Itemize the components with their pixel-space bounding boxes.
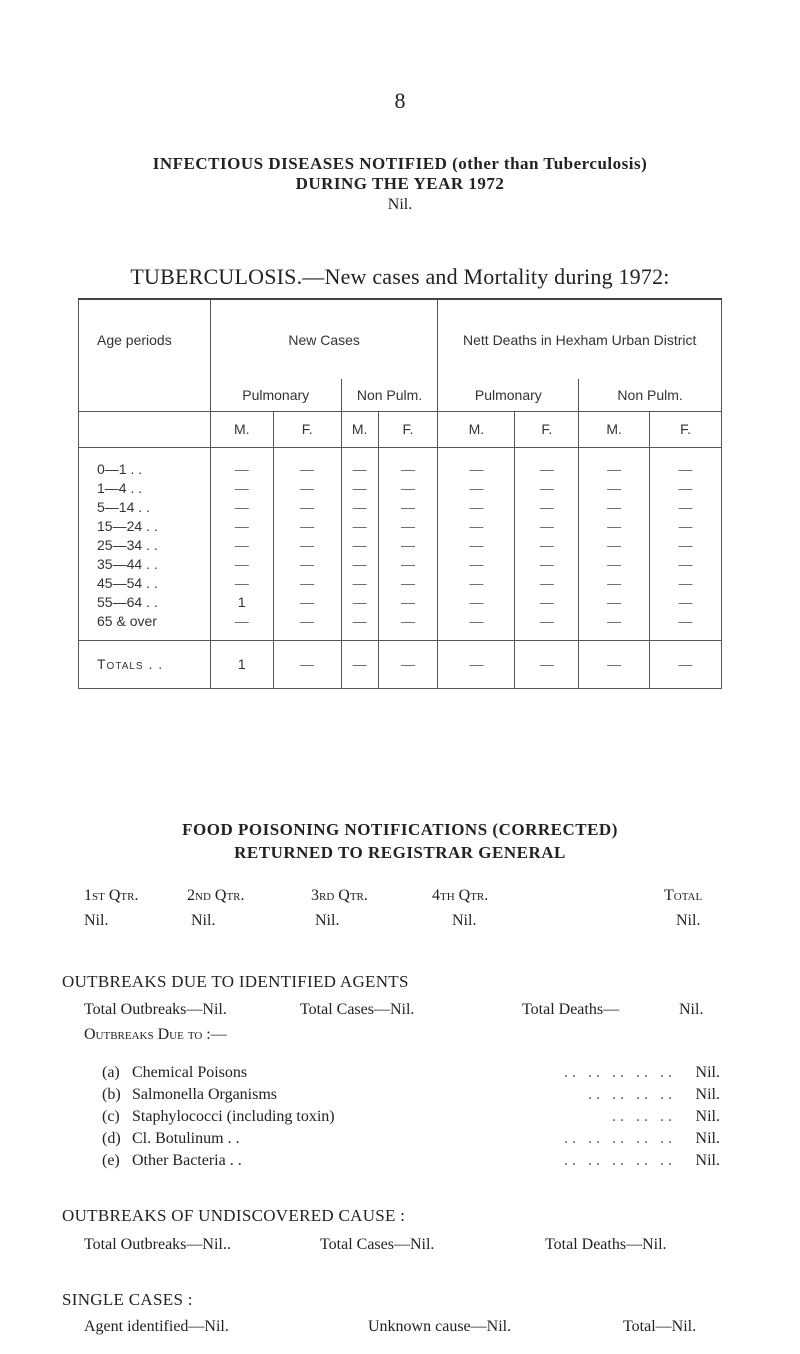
table-row: [79, 592, 722, 611]
table-cell: —: [438, 611, 515, 630]
outbreak-item-leader-dots: . . . . . . . .: [588, 1086, 672, 1103]
table-cell: —: [650, 516, 722, 535]
outbreak-item-value: Nil.: [695, 1086, 720, 1103]
totals-cell: —: [273, 640, 341, 688]
header-f: F.: [515, 411, 579, 447]
table-row: [79, 611, 722, 630]
header-age-periods: Age periods: [79, 299, 211, 379]
table-cell: —: [650, 573, 722, 592]
outbreak-item-leader-dots: . . . . . . . . . .: [564, 1064, 672, 1081]
quarter-3-value: Nil.: [315, 912, 340, 929]
table-cell: —: [341, 611, 378, 630]
age-period-cell: 35—44 . .: [79, 554, 211, 573]
table-cell: —: [438, 497, 515, 516]
table-cell: —: [579, 459, 650, 478]
table-cell: —: [210, 611, 273, 630]
table-cell: —: [378, 478, 438, 497]
table-cell: —: [515, 459, 579, 478]
quarter-4-label: 4th Qtr.: [432, 887, 489, 904]
table-cell: —: [579, 592, 650, 611]
table-cell: —: [378, 573, 438, 592]
table-cell: —: [438, 459, 515, 478]
table-cell: —: [579, 573, 650, 592]
table-cell: —: [438, 573, 515, 592]
table-cell: —: [273, 554, 341, 573]
outbreak-item-label: Salmonella Organisms: [132, 1086, 278, 1103]
table-cell: —: [438, 554, 515, 573]
table-cell: —: [378, 516, 438, 535]
totals-cell: —: [378, 640, 438, 688]
table-cell: —: [210, 535, 273, 554]
table-cell: —: [515, 554, 579, 573]
totals-label: Totals . .: [79, 640, 211, 688]
outbreak-item: [102, 1108, 720, 1128]
quarter-total-label: Total: [664, 887, 703, 904]
table-cell: —: [378, 497, 438, 516]
undiscovered-total-deaths: Total Deaths—Nil.: [545, 1236, 667, 1253]
outbreak-item-letter: (d): [102, 1130, 121, 1147]
table-cell: —: [438, 592, 515, 611]
table-cell: —: [341, 535, 378, 554]
table-cell: —: [579, 497, 650, 516]
header-f: F.: [273, 411, 341, 447]
identified-total-deaths: Total Deaths—: [522, 1001, 620, 1018]
header-deaths-pulmonary: Pulmonary: [438, 379, 579, 411]
table-cell: —: [210, 478, 273, 497]
table-cell: —: [650, 497, 722, 516]
age-period-cell: 15—24 . .: [79, 516, 211, 535]
table-cell: —: [210, 573, 273, 592]
table-cell: —: [273, 573, 341, 592]
table-cell: —: [515, 592, 579, 611]
outbreak-item-value: Nil.: [695, 1108, 720, 1125]
quarter-1-label: 1st Qtr.: [84, 887, 139, 904]
age-period-cell: 25—34 . .: [79, 535, 211, 554]
outbreaks-due-to-label: Outbreaks Due to :—: [84, 1026, 227, 1043]
infectious-title-line2: DURING THE YEAR 1972: [295, 174, 505, 193]
table-cell: —: [273, 497, 341, 516]
table-cell: —: [341, 478, 378, 497]
outbreak-item-label: Other Bacteria . .: [132, 1152, 242, 1169]
age-period-cell: 45—54 . .: [79, 573, 211, 592]
table-cell: —: [378, 611, 438, 630]
outbreak-item-leader-dots: . . . . . . . . . .: [564, 1130, 672, 1147]
outbreak-item-label: Chemical Poisons: [132, 1064, 248, 1081]
infectious-title-line1: INFECTIOUS DISEASES NOTIFIED (other than Tuberculosis): [152, 154, 648, 173]
single-unknown-cause: Unknown cause—Nil.: [368, 1318, 512, 1335]
outbreak-item-label: Cl. Botulinum . .: [132, 1130, 240, 1147]
table-cell: —: [378, 459, 438, 478]
quarter-3-label: 3rd Qtr.: [311, 887, 368, 904]
quarter-2-value: Nil.: [191, 912, 216, 929]
table-cell: —: [273, 592, 341, 611]
table-cell: —: [273, 478, 341, 497]
totals-cell: —: [579, 640, 650, 688]
table-cell: —: [273, 535, 341, 554]
totals-cell: —: [650, 640, 722, 688]
quarter-2-label: 2nd Qtr.: [187, 887, 245, 904]
header-new-non-pulm: Non Pulm.: [341, 379, 438, 411]
undiscovered-total-cases: Total Cases—Nil.: [320, 1236, 435, 1253]
table-cell: —: [515, 478, 579, 497]
header-m: M.: [210, 411, 273, 447]
single-cases-title: SINGLE CASES :: [62, 1290, 193, 1309]
table-cell: —: [341, 554, 378, 573]
quarter-total-value: Nil.: [676, 912, 701, 929]
table-cell: —: [515, 516, 579, 535]
table-cell: —: [341, 459, 378, 478]
table-cell: —: [515, 611, 579, 630]
table-cell: —: [579, 554, 650, 573]
age-period-cell: 55—64 . .: [79, 592, 211, 611]
table-cell: —: [579, 611, 650, 630]
table-cell: —: [210, 497, 273, 516]
table-cell: —: [341, 592, 378, 611]
identified-total-deaths-value: Nil.: [679, 1001, 704, 1018]
table-cell: —: [650, 478, 722, 497]
age-period-cell: 5—14 . .: [79, 497, 211, 516]
table-cell: —: [273, 611, 341, 630]
age-period-cell: 0—1 . .: [79, 459, 211, 478]
table-cell: —: [650, 592, 722, 611]
outbreak-item-value: Nil.: [695, 1152, 720, 1169]
identified-total-outbreaks: Total Outbreaks—Nil.: [84, 1001, 227, 1018]
table-cell: —: [273, 459, 341, 478]
header-f: F.: [650, 411, 722, 447]
header-m: M.: [438, 411, 515, 447]
table-cell: —: [579, 535, 650, 554]
outbreak-item-leader-dots: . . . . . .: [612, 1108, 672, 1125]
table-cell: —: [515, 497, 579, 516]
totals-cell: —: [341, 640, 378, 688]
single-total: Total—Nil.: [623, 1318, 697, 1335]
outbreak-item-label: Staphylococci (including toxin): [132, 1108, 335, 1125]
outbreak-item-letter: (c): [102, 1108, 120, 1125]
table-cell: —: [438, 535, 515, 554]
table-cell: —: [579, 516, 650, 535]
table-cell: —: [210, 516, 273, 535]
table-cell: —: [515, 573, 579, 592]
header-m: M.: [579, 411, 650, 447]
outbreak-item-value: Nil.: [695, 1064, 720, 1081]
outbreaks-identified-title: OUTBREAKS DUE TO IDENTIFIED AGENTS: [62, 972, 409, 991]
table-row: [79, 535, 722, 554]
table-cell: —: [650, 535, 722, 554]
food-title-line1: FOOD POISONING NOTIFICATIONS (CORRECTED): [182, 820, 618, 839]
outbreak-item-value: Nil.: [695, 1130, 720, 1147]
outbreak-item-letter: (b): [102, 1086, 121, 1103]
outbreak-item-letter: (a): [102, 1064, 120, 1081]
table-cell: —: [650, 611, 722, 630]
table-row: [79, 516, 722, 535]
table-cell: —: [341, 497, 378, 516]
age-period-cell: 65 & over: [79, 611, 211, 630]
outbreak-item-letter: (e): [102, 1152, 120, 1169]
infectious-value: Nil.: [387, 196, 413, 213]
totals-cell: 1: [210, 640, 273, 688]
outbreak-item: [102, 1130, 720, 1150]
totals-cell: —: [438, 640, 515, 688]
table-cell: —: [210, 554, 273, 573]
totals-cell: —: [515, 640, 579, 688]
header-f: F.: [378, 411, 438, 447]
page-number: 8: [394, 88, 406, 113]
table-cell: —: [515, 535, 579, 554]
header-new-cases: New Cases: [210, 299, 438, 379]
table-cell: —: [378, 535, 438, 554]
table-cell: —: [579, 478, 650, 497]
header-deaths-non-pulm: Non Pulm.: [579, 379, 722, 411]
single-agent-identified: Agent identified—Nil.: [84, 1318, 229, 1335]
outbreaks-undiscovered-title: OUTBREAKS OF UNDISCOVERED CAUSE :: [62, 1206, 406, 1225]
table-cell: —: [210, 459, 273, 478]
table-cell: —: [273, 516, 341, 535]
identified-total-cases: Total Cases—Nil.: [300, 1001, 415, 1018]
table-cell: —: [341, 573, 378, 592]
age-period-cell: 1—4 . .: [79, 478, 211, 497]
undiscovered-total-outbreaks: Total Outbreaks—Nil..: [84, 1236, 231, 1253]
table-row: [79, 459, 722, 478]
table-row: [79, 573, 722, 592]
tuberculosis-table: [78, 298, 722, 689]
header-m: M.: [341, 411, 378, 447]
outbreak-item: [102, 1064, 720, 1084]
food-title-line2: RETURNED TO REGISTRAR GENERAL: [234, 843, 566, 862]
header-new-pulmonary: Pulmonary: [210, 379, 341, 411]
header-nett-deaths: Nett Deaths in Hexham Urban District: [438, 299, 722, 379]
table-cell: —: [378, 592, 438, 611]
table-cell: —: [650, 459, 722, 478]
table-cell: —: [341, 516, 378, 535]
outbreak-item-leader-dots: . . . . . . . . . .: [564, 1152, 672, 1169]
table-cell: —: [378, 554, 438, 573]
outbreak-item: [102, 1152, 720, 1172]
outbreak-item: [102, 1086, 720, 1106]
table-cell: —: [438, 516, 515, 535]
table-row: [79, 554, 722, 573]
tuberculosis-title: TUBERCULOSIS.—New cases and Mortality during 1972:: [130, 264, 670, 289]
table-row: [79, 497, 722, 516]
table-cell: 1: [210, 592, 273, 611]
table-cell: —: [650, 554, 722, 573]
quarter-1-value: Nil.: [84, 912, 109, 929]
quarter-4-value: Nil.: [452, 912, 477, 929]
table-row: [79, 478, 722, 497]
table-cell: —: [438, 478, 515, 497]
